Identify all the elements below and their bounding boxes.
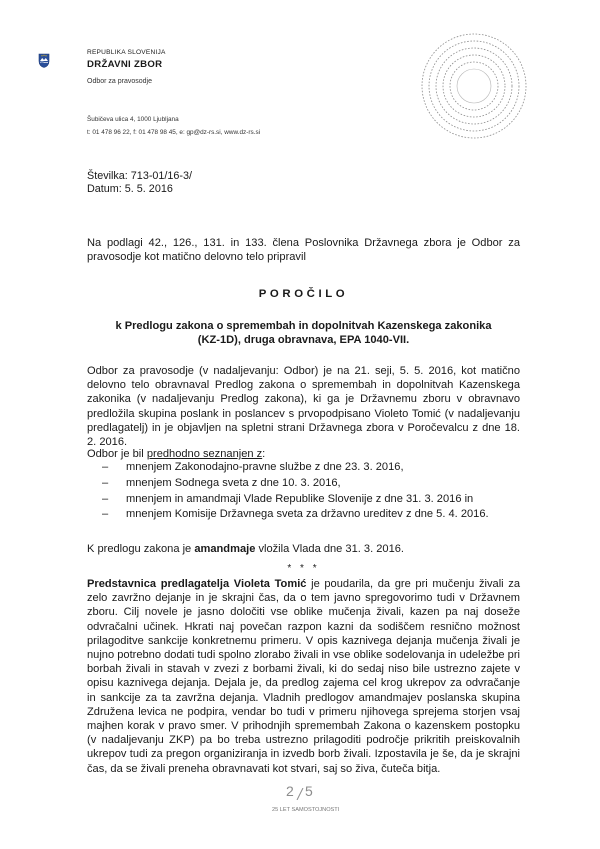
report-subtitle-line2: (KZ-1D), druga obravnava, EPA 1040-VII. [197, 334, 410, 346]
paragraph-presentation: Predstavnica predlagatelja Violeta Tomić je poudarila, da gre pri mučenju živali za zelo zavržno dejanje in je skrajni čas, da o tem javno spregovorimo tudi v Državnem zboru. Cilj novele je jasno določiti vse oblike mučenja živali, kazen pa naj doseže odvračalni učinek. Hkrati naj povečan razpon kazni da sodiščem resnično možnost prilagoditve sankcije konkretnemu primeru. V opis kaznivega dejanja mučenja živali je nujno potrebno dodati tudi spolno zlorabo živali in vse oblike sodelovanja in udeležbe pri borbah živali in stavah v zvezi z borbami živali, ki do sedaj niso bile ustrezno zajete v opisu kaznivega dejanja. Dejala je, da predlog zajema cel krog ukrepov za odvračanje in sankcije za ta zavržna dejanja. Vladnih predlogov amandmajev poslanska skupina Združena levica ne podpira, vendar bo tudi v primeru njihovega sprejema storjen vsaj majhen korak v pravo smer. V prihodnjih spremembah Zakona o kazenskem postopku (v nadaljevanju ZKP) pa bo treba ustrezno prilagoditi področje prikritih preiskovalnih ukrepov tudi za pregon organiziranja in izvedb borb živali. Izpostavila je še, da je skrajni čas, da se živali preneha obravnavati kot stvari, saj so živa, čuteča bitja. [87, 578, 520, 775]
republic-label: REPUBLIKA SLOVENIJA [87, 49, 166, 56]
dash-icon: – [102, 492, 109, 505]
informed-prefix: Odbor je bil [87, 448, 147, 460]
report-title: POROČILO [258, 288, 349, 300]
document-date: Datum: 5. 5. 2016 [87, 183, 173, 195]
informed-underlined: predhodno seznanjen z [146, 448, 263, 460]
list-item: – mnenjem in amandmaji Vlade Republike Slovenije z dne 31. 3. 2016 in [87, 492, 520, 508]
list-item: – mnenjem Zakonodajno-pravne službe z dne 23. 3. 2016, [87, 460, 520, 476]
amendments-bold: amandmaje [194, 543, 256, 555]
report-subtitle-line1: k Predlogu zakona o spremembah in dopolnitvah Kazenskega zakonika [115, 320, 492, 332]
paragraph-amendments: K predlogu zakona je amandmaje vložila Vlada dne 31. 3. 2016. [87, 543, 405, 555]
contacts: t: 01 478 96 22, f: 01 478 98 45, e: gp@dz-rs.si, www.dz-rs.si [87, 129, 261, 136]
dash-icon: – [102, 508, 109, 521]
informed-suffix: : [262, 448, 266, 460]
list-item: – mnenjem Komisije Državnega sveta za državno ureditev z dne 5. 4. 2016. [87, 507, 520, 523]
coat-of-arms-icon [38, 53, 50, 68]
paragraph-session: Odbor za pravosodje (v nadaljevanju: Odbor) je na 21. seji, 5. 5. 2016, kot matično delovno telo obravnaval Predlog zakona o spremembah in dopolnitvah Kazenskega zakonika (v nadaljevanju Predlog zakona), ki ga je Državnemu zboru v obravnavo predložila skupina poslank in poslancev s prvopodpisano Violeto Tomić (v nadaljevanju predlagatelj) in je objavljen na spletni strani Državnega zbora v Poročevalcu z dne 18. 2. 2016. [87, 365, 520, 449]
logo-number-left: 2 [286, 783, 294, 799]
presenter-bold: Predstavnica predlagatelja Violeta Tomić [87, 578, 307, 590]
logo-slash-icon [296, 787, 304, 805]
address: Šubičeva ulica 4, 1000 Ljubljana [87, 116, 179, 123]
dash-icon: – [102, 461, 109, 473]
list-item: – mnenjem Sodnega sveta z dne 10. 3. 2016, [87, 476, 520, 492]
document-number: Številka: 713-01/16-3/ [87, 170, 193, 182]
dash-icon: – [102, 476, 109, 489]
opinions-list [87, 460, 520, 523]
stamp-seal [418, 30, 530, 142]
committee-name: Odbor za pravosodje [87, 78, 152, 85]
intro-paragraph: Na podlagi 42., 126., 131. in 133. člena Poslovnika Državnega zbora je Odbor za pravosodje kot matično delovno telo pripravil [87, 237, 520, 264]
org-name: DRŽAVNI ZBOR [87, 59, 163, 70]
anniversary-logo [272, 783, 340, 823]
section-separator: * * * [287, 563, 320, 574]
logo-text: 25 LET SAMOSTOJNOSTI [272, 807, 340, 813]
logo-number-right: 5 [305, 783, 313, 799]
